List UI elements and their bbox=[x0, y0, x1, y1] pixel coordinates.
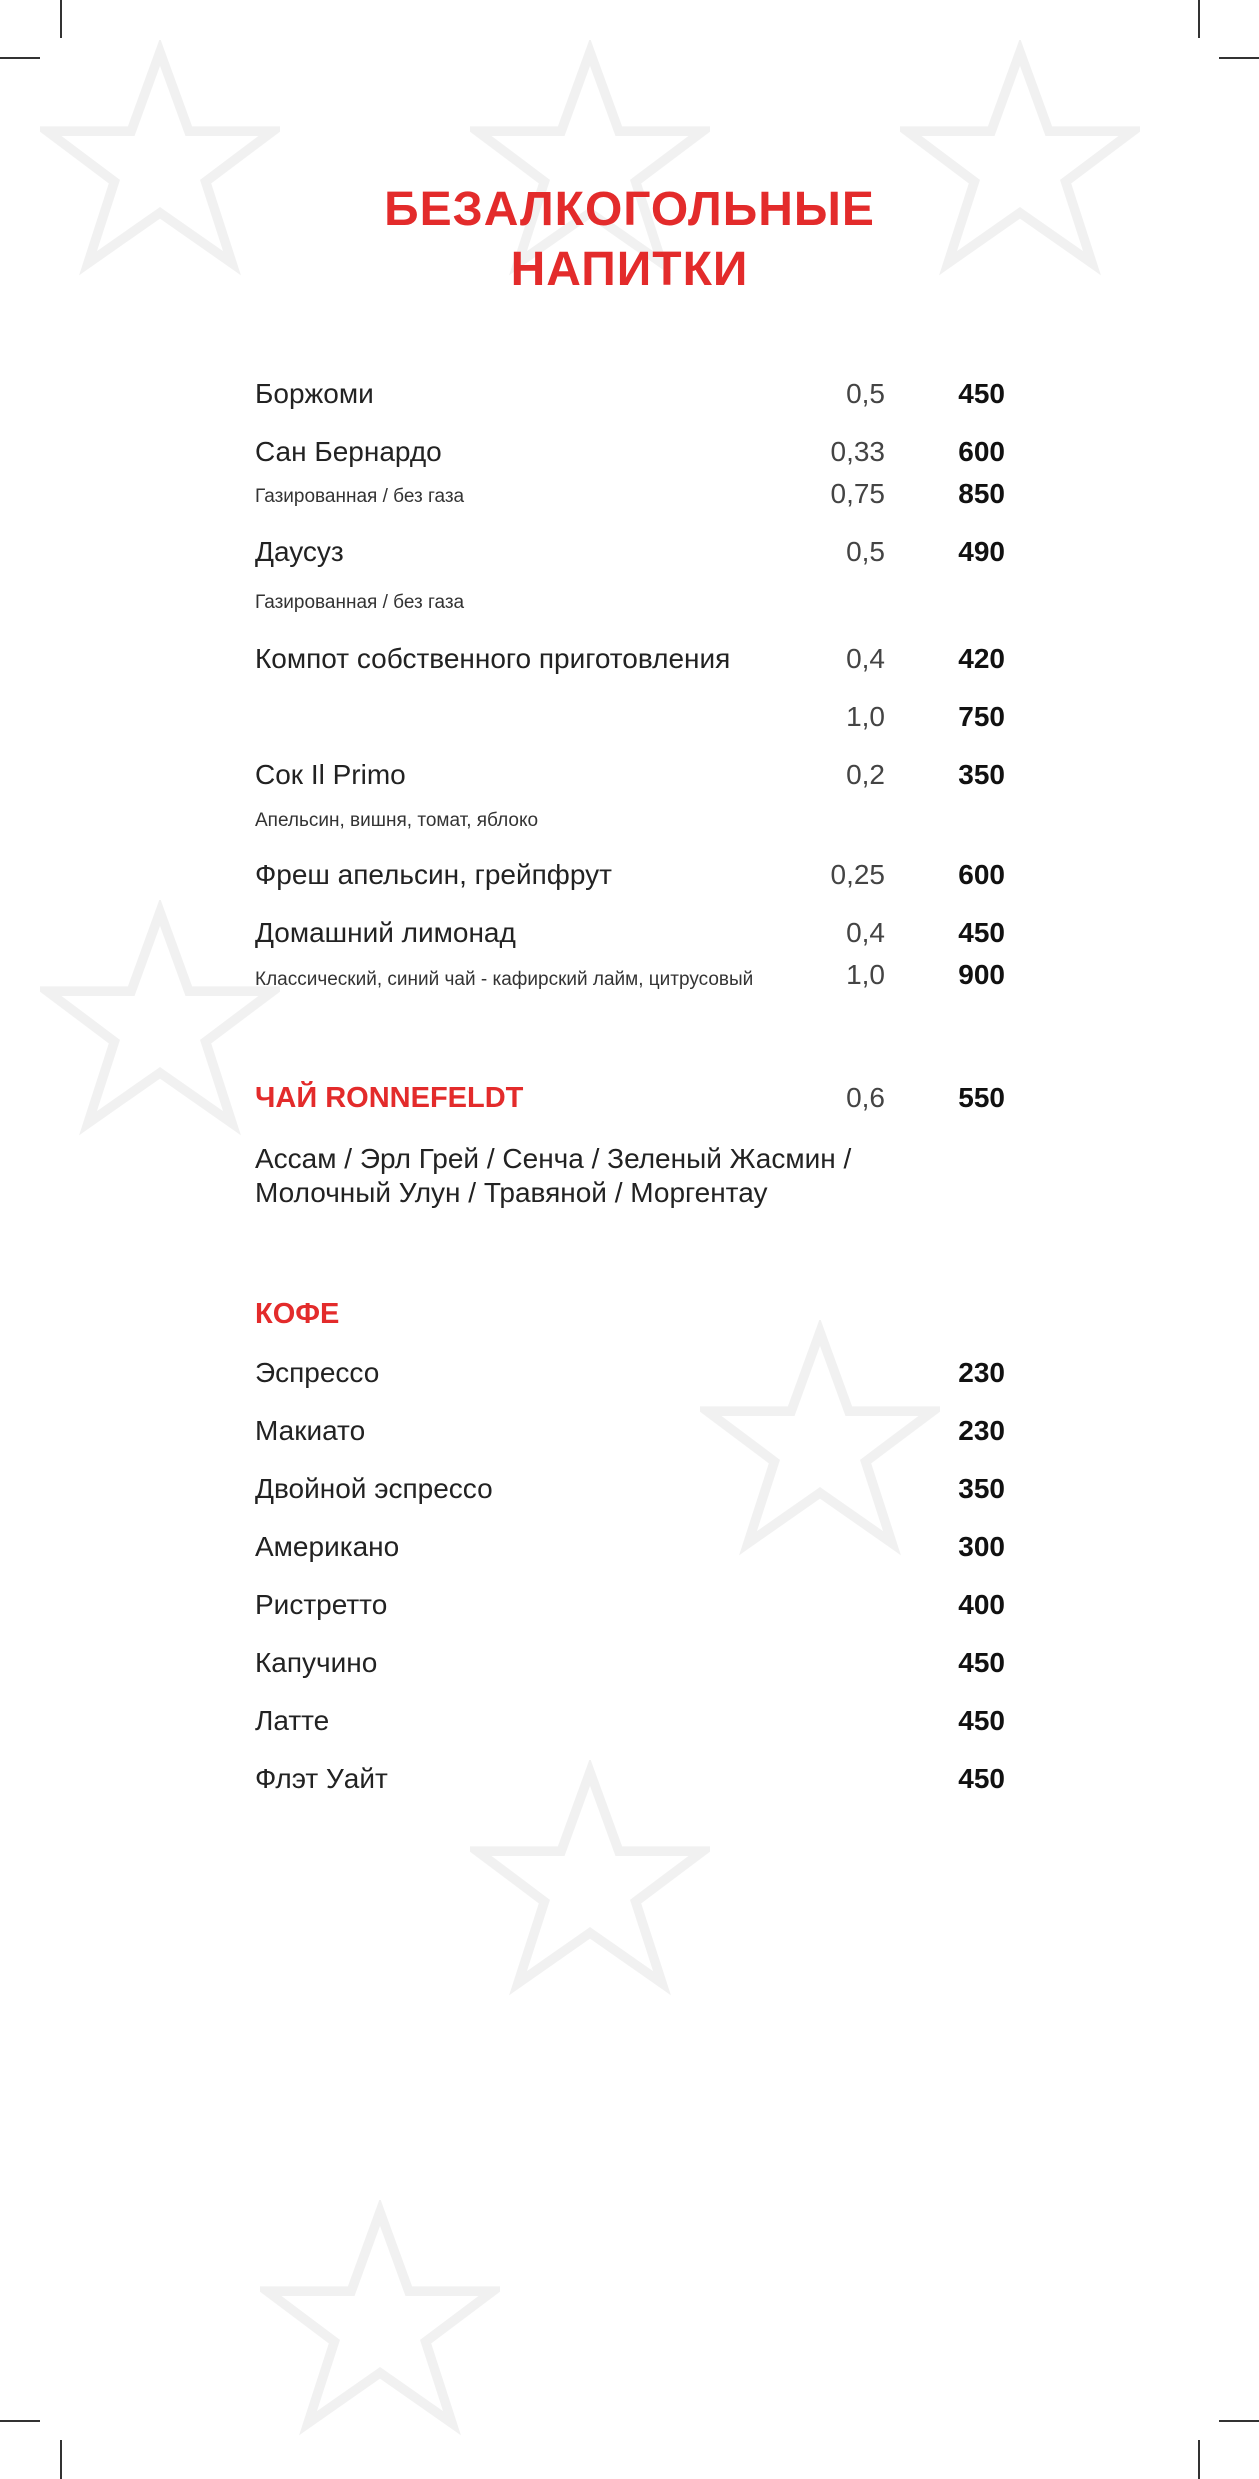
item-price: 450 bbox=[958, 917, 1005, 948]
menu-item-san-bernardo-variant bbox=[255, 478, 1005, 522]
crop-mark-top-left-v bbox=[60, 0, 62, 38]
item-name: Фреш апельсин, грейпфрут bbox=[255, 859, 612, 890]
item-price: 420 bbox=[958, 643, 1005, 674]
item-subtitle: Апельсин, вишня, томат, яблоко bbox=[255, 810, 539, 831]
item-volume: 1,0 bbox=[846, 701, 885, 732]
item-price: 750 bbox=[958, 701, 1005, 732]
tea-description bbox=[255, 1142, 851, 1210]
coffee-item bbox=[255, 1531, 1005, 1575]
item-name: Ристретто bbox=[255, 1589, 388, 1620]
item-name: Латте bbox=[255, 1705, 330, 1736]
coffee-item bbox=[255, 1473, 1005, 1517]
item-name: Боржоми bbox=[255, 378, 374, 409]
crop-mark-top-right-h bbox=[1219, 57, 1259, 59]
item-price: 450 bbox=[958, 1763, 1005, 1794]
item-price: 350 bbox=[958, 759, 1005, 790]
menu-item-fresh bbox=[255, 859, 1005, 903]
item-price: 450 bbox=[958, 378, 1005, 409]
tea-volume: 0,6 bbox=[846, 1082, 885, 1113]
item-price: 850 bbox=[958, 478, 1005, 509]
item-subtitle: Газированная / без газа bbox=[255, 486, 465, 507]
item-name: Капучино bbox=[255, 1647, 378, 1678]
tea-section-header bbox=[255, 1082, 1005, 1126]
crop-mark-bottom-right-v bbox=[1198, 2440, 1200, 2479]
star-fork-icon bbox=[40, 900, 280, 1140]
page-title-line-1: БЕЗАЛКОГОЛЬНЫЕ bbox=[384, 183, 875, 236]
menu-item-juice bbox=[255, 759, 1005, 803]
menu-item-kompot bbox=[255, 643, 1005, 687]
menu-item-lemonade-variant bbox=[255, 959, 1005, 1003]
item-name: Компот собственного приготовления bbox=[255, 643, 731, 674]
tea-section-title: ЧАЙ RONNEFELDT bbox=[255, 1082, 524, 1114]
item-price: 450 bbox=[958, 1705, 1005, 1736]
menu-item-kompot-variant bbox=[255, 701, 1005, 745]
tea-description-line-2: Молочный Улун / Травяной / Моргентау bbox=[255, 1177, 768, 1208]
item-volume: 0,25 bbox=[830, 859, 885, 890]
crop-mark-bottom-right-h bbox=[1219, 2420, 1259, 2422]
item-name: Сок Il Primo bbox=[255, 759, 406, 790]
item-volume: 0,5 bbox=[846, 378, 885, 409]
page-title bbox=[0, 180, 1259, 300]
tea-description-line-1: Ассам / Эрл Грей / Сенча / Зеленый Жасмин / bbox=[255, 1143, 852, 1174]
menu-item-lemonade bbox=[255, 917, 1005, 961]
crop-mark-top-left-h bbox=[0, 57, 40, 59]
crop-mark-top-right-v bbox=[1198, 0, 1200, 38]
menu-item-dausuz bbox=[255, 536, 1005, 580]
tea-price: 550 bbox=[958, 1082, 1005, 1113]
item-price: 350 bbox=[958, 1473, 1005, 1504]
crop-mark-bottom-left-v bbox=[60, 2440, 62, 2479]
menu-item-san-bernardo bbox=[255, 436, 1005, 480]
item-name: Флэт Уайт bbox=[255, 1763, 388, 1794]
page-title-line-2: НАПИТКИ bbox=[510, 243, 749, 296]
item-price: 230 bbox=[958, 1357, 1005, 1388]
item-subtitle: Классический, синий чай - кафирский лайм, цитрусовый bbox=[255, 969, 754, 990]
item-name: Макиато bbox=[255, 1415, 366, 1446]
item-subtitle: Газированная / без газа bbox=[255, 592, 465, 613]
coffee-item bbox=[255, 1705, 1005, 1749]
item-volume: 0,2 bbox=[846, 759, 885, 790]
item-volume: 0,4 bbox=[846, 917, 885, 948]
menu-item-borjomi bbox=[255, 378, 1005, 422]
item-volume: 0,33 bbox=[830, 436, 885, 467]
item-price: 600 bbox=[958, 859, 1005, 890]
item-name: Американо bbox=[255, 1531, 400, 1562]
item-price: 900 bbox=[958, 959, 1005, 990]
item-price: 490 bbox=[958, 536, 1005, 567]
item-volume: 0,5 bbox=[846, 536, 885, 567]
item-volume: 1,0 bbox=[846, 959, 885, 990]
star-fork-icon bbox=[260, 2200, 500, 2440]
coffee-item bbox=[255, 1357, 1005, 1401]
item-name: Эспрессо bbox=[255, 1357, 380, 1388]
item-price: 300 bbox=[958, 1531, 1005, 1562]
item-price: 230 bbox=[958, 1415, 1005, 1446]
item-name: Сан Бернардо bbox=[255, 436, 442, 467]
coffee-item bbox=[255, 1647, 1005, 1691]
coffee-section-title: КОФЕ bbox=[255, 1298, 340, 1330]
item-name: Двойной эспрессо bbox=[255, 1473, 493, 1504]
coffee-item bbox=[255, 1415, 1005, 1459]
item-name: Даусуз bbox=[255, 536, 344, 567]
item-price: 600 bbox=[958, 436, 1005, 467]
item-volume: 0,75 bbox=[830, 478, 885, 509]
coffee-item bbox=[255, 1763, 1005, 1807]
menu-item-juice-subtitle bbox=[255, 810, 1005, 854]
item-volume: 0,4 bbox=[846, 643, 885, 674]
item-name: Домашний лимонад bbox=[255, 917, 516, 948]
coffee-item bbox=[255, 1589, 1005, 1633]
item-price: 450 bbox=[958, 1647, 1005, 1678]
menu-item-dausuz-subtitle bbox=[255, 592, 1005, 636]
crop-mark-bottom-left-h bbox=[0, 2420, 40, 2422]
item-price: 400 bbox=[958, 1589, 1005, 1620]
